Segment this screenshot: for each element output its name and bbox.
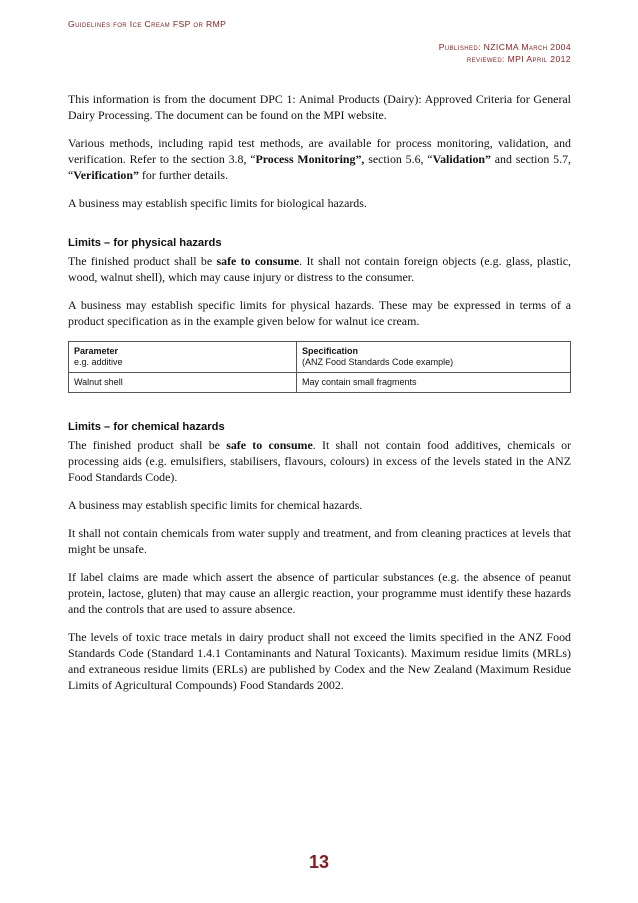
- chemical-paragraph-2: A business may establish specific limits for chemical hazards.: [68, 498, 363, 512]
- walnut-spec-table: [68, 341, 571, 393]
- chemical-paragraph-1: The finished product shall be safe to consume. It shall not contain food additives, chemicals or processing aids (e.g. emulsifiers, stabilisers, flavours, colours) in excess of the levels stated in the ANZ Food Standards Code).: [68, 438, 572, 484]
- table-row: [69, 373, 571, 393]
- specification-header: Specification: [302, 346, 359, 356]
- safe-to-consume-emphasis: safe to consume: [226, 438, 313, 452]
- page-body: [68, 91, 571, 705]
- intro-paragraph-3: A business may establish specific limits for biological hazards.: [68, 196, 367, 210]
- specification-subheader: (ANZ Food Standards Code example): [302, 357, 454, 367]
- intro-paragraph-2: Various methods, including rapid test methods, are available for process monitoring, validation, and verification. Refer to the section 3.8, “Process Monitoring”, section 5.6, “Validation” and section 5.7, “Verification” for further details.: [68, 136, 572, 182]
- safe-to-consume-emphasis: safe to consume: [216, 254, 300, 268]
- reviewed-date: reviewed: MPI April 2012: [466, 54, 571, 64]
- chemical-paragraph-4: If label claims are made which assert the absence of particular substances (e.g. the absence of peanut protein, lactose, gluten) that may cause an allergic reaction, your programme must identify these hazards and the controls that are used to assure absence.: [68, 570, 571, 616]
- parameter-header-cell: [69, 342, 297, 373]
- running-header-dates: [439, 41, 571, 65]
- parameter-header: Parameter: [74, 346, 119, 356]
- chemical-paragraph-5: The levels of toxic trace metals in dairy product shall not exceed the limits specified in the ANZ Food Standards Code (Standard 1.4.1 Contaminants and Natural Toxicants). Maximum residue limits (MRLs) and extraneous residue limits (ERLs) are published by Codex and the New Zealand (Maximum Residue Limits of Agricultural Compounds) Food Standards 2002.: [68, 630, 571, 692]
- process-monitoring-ref: Process Monitoring”,: [255, 152, 365, 166]
- validation-ref: Validation”: [432, 152, 491, 166]
- table-header-row: [69, 342, 571, 373]
- physical-hazards-heading: Limits – for physical hazards: [68, 237, 222, 249]
- published-date: Published: NZICMA March 2004: [438, 42, 571, 52]
- running-header-title: Guidelines for Ice Cream FSP or RMP: [68, 19, 227, 29]
- specification-cell: May contain small fragments: [297, 373, 571, 393]
- parameter-subheader: e.g. additive: [74, 357, 123, 367]
- chemical-paragraph-3: It shall not contain chemicals from water supply and treatment, and from cleaning practices at levels that might be unsafe.: [68, 526, 571, 556]
- specification-header-cell: [297, 342, 571, 373]
- chemical-hazards-heading: Limits – for chemical hazards: [68, 421, 225, 433]
- verification-ref: Verification”: [73, 168, 139, 182]
- physical-paragraph-2: A business may establish specific limits for physical hazards. These may be expressed in terms of a product specification as in the example given below for walnut ice cream.: [68, 298, 571, 328]
- physical-paragraph-1: The finished product shall be safe to consume. It shall not contain foreign objects (e.g. glass, plastic, wood, walnut shell), which may cause injury or distress to the consumer.: [68, 254, 571, 284]
- page-number: 13: [308, 852, 330, 872]
- intro-paragraph-1: This information is from the document DPC 1: Animal Products (Dairy): Approved Criteria for General Dairy Processing. The document can be found on the MPI website.: [68, 92, 571, 122]
- parameter-cell: Walnut shell: [69, 373, 297, 393]
